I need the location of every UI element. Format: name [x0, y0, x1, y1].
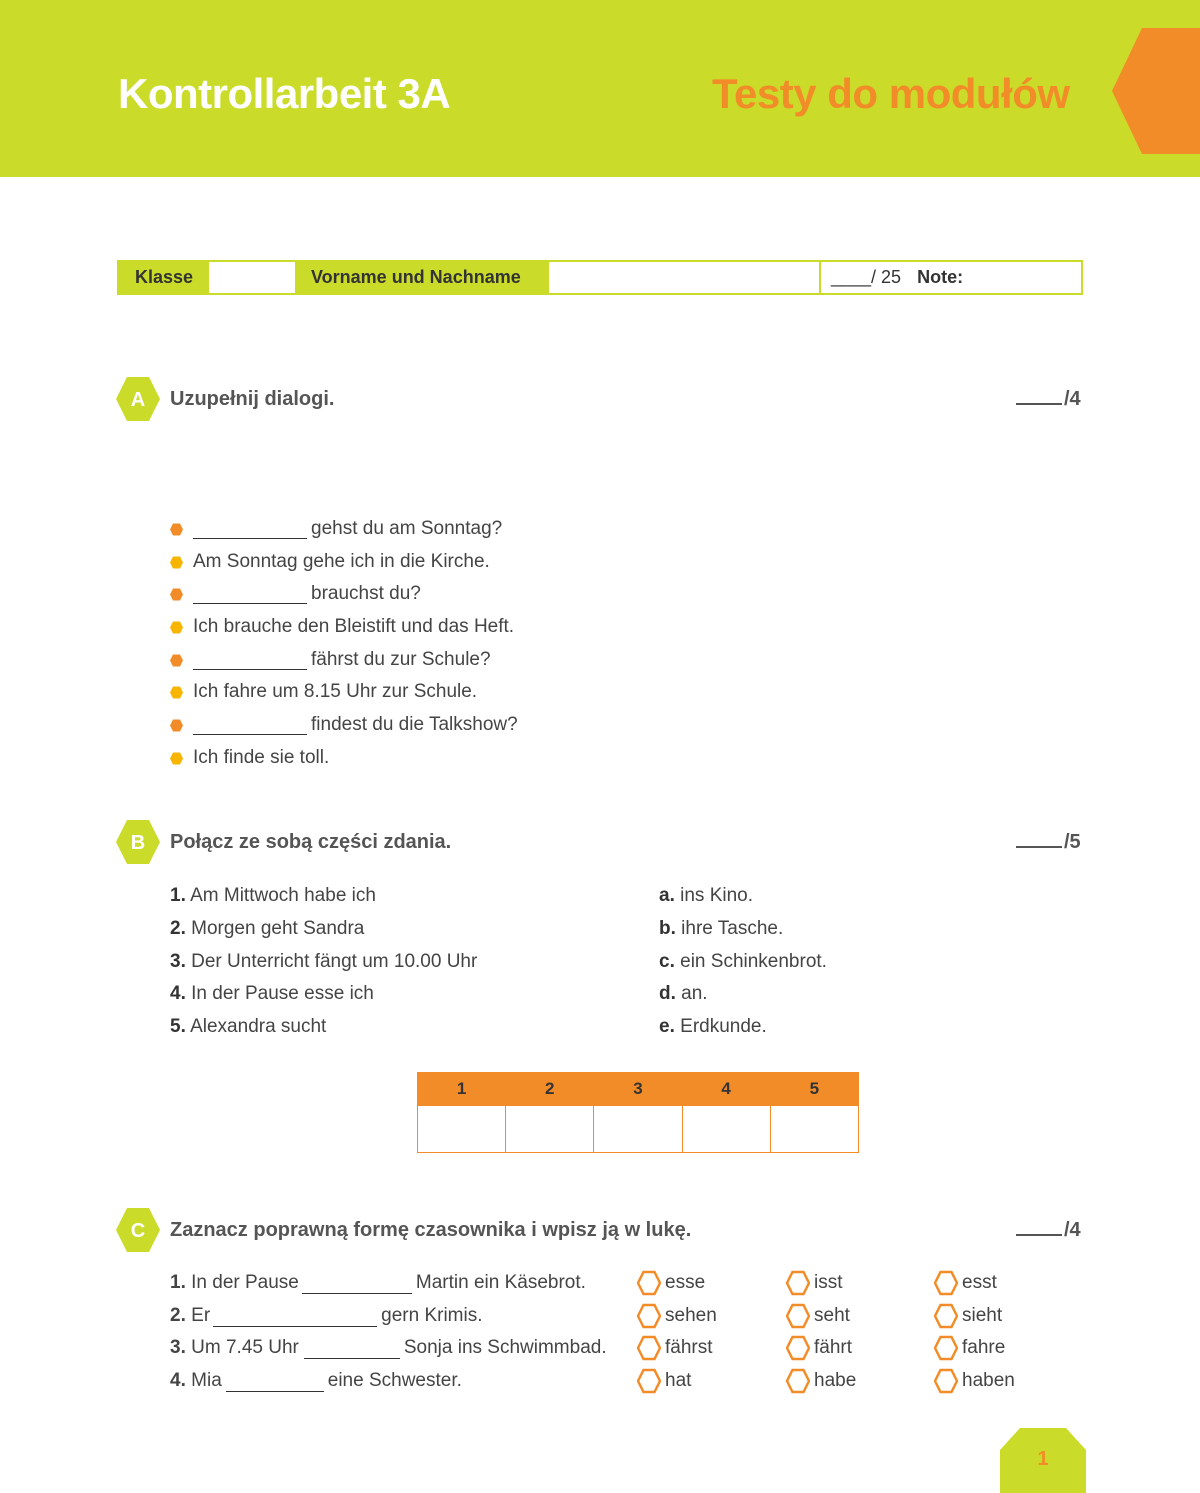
- match-left-item: 5. Alexandra sucht: [170, 1016, 327, 1037]
- option-checkbox[interactable]: fährst: [637, 1335, 713, 1361]
- match-right-item: e. Erdkunde.: [659, 1016, 767, 1037]
- option-checkbox[interactable]: sehen: [637, 1303, 717, 1329]
- answer-cell[interactable]: [418, 1106, 506, 1153]
- dialog-line: [170, 649, 491, 671]
- dialog-line: [170, 583, 421, 605]
- dialog-line: [170, 747, 329, 769]
- option-checkbox[interactable]: esse: [637, 1270, 705, 1296]
- orange-hexagon-bullet-icon: [170, 523, 183, 536]
- answer-blank[interactable]: [193, 520, 307, 539]
- hexagon-checkbox-icon: [934, 1303, 958, 1329]
- match-left-item: 2. Morgen geht Sandra: [170, 918, 365, 939]
- name-label: Vorname und Nachname: [295, 262, 547, 293]
- match-left-item: 1. Am Mittwoch habe ich: [170, 885, 376, 906]
- section-b-instruction: Połącz ze sobą części zdania.: [170, 831, 452, 853]
- section-c-hexagon-icon: [116, 1206, 160, 1254]
- answer-table: [417, 1072, 859, 1153]
- yellow-hexagon-bullet-icon: [170, 752, 183, 765]
- answer-blank[interactable]: [213, 1308, 377, 1327]
- page-title: Kontrollarbeit 3A: [118, 70, 451, 117]
- option-checkbox[interactable]: fahre: [934, 1335, 1005, 1361]
- option-checkbox[interactable]: habe: [786, 1368, 856, 1394]
- dialog-text: Am Sonntag gehe ich in die Kirche.: [193, 551, 490, 572]
- dialog-line: [170, 616, 514, 638]
- answer-cell[interactable]: [770, 1106, 858, 1153]
- answer-blank[interactable]: [304, 1340, 400, 1359]
- answer-blank[interactable]: [193, 585, 307, 604]
- page-number: 1: [1037, 1448, 1049, 1470]
- hexagon-checkbox-icon: [786, 1270, 810, 1296]
- option-checkbox[interactable]: haben: [934, 1368, 1015, 1394]
- section-b-score: /5: [1016, 831, 1081, 854]
- option-checkbox[interactable]: fährt: [786, 1335, 852, 1361]
- name-field[interactable]: [547, 262, 819, 293]
- answer-blank[interactable]: [193, 651, 307, 670]
- dialog-line: [170, 714, 518, 736]
- hexagon-checkbox-icon: [786, 1303, 810, 1329]
- hexagon-checkbox-icon: [637, 1335, 661, 1361]
- section-c-score: /4: [1016, 1219, 1081, 1242]
- dialog-text: gehst du am Sonntag?: [311, 518, 503, 539]
- answer-blank[interactable]: [302, 1275, 412, 1294]
- class-label: Klasse: [119, 262, 207, 293]
- gap-sentence: 4. Mia eine Schwester.: [170, 1370, 462, 1391]
- dialog-text: findest du die Talkshow?: [311, 714, 518, 735]
- dialog-line: [170, 681, 477, 703]
- yellow-hexagon-bullet-icon: [170, 556, 183, 569]
- dialog-text: Ich brauche den Bleistift und das Heft.: [193, 616, 515, 637]
- section-c-letter: C: [130, 1220, 146, 1242]
- gap-sentence: 1. In der Pause Martin ein Käsebrot.: [170, 1272, 586, 1293]
- hexagon-tab-decoration: [1112, 28, 1200, 154]
- gap-sentence: 2. Er gern Krimis.: [170, 1305, 483, 1326]
- option-checkbox[interactable]: sieht: [934, 1303, 1002, 1329]
- section-b-hexagon-icon: [116, 818, 160, 866]
- student-info-bar: [117, 260, 1083, 295]
- table-header: 3: [594, 1073, 682, 1106]
- answer-cell[interactable]: [594, 1106, 682, 1153]
- dialog-text: Ich fahre um 8.15 Uhr zur Schule.: [193, 681, 478, 702]
- option-checkbox[interactable]: hat: [637, 1368, 691, 1394]
- yellow-hexagon-bullet-icon: [170, 621, 183, 634]
- table-header: 5: [770, 1073, 858, 1106]
- hexagon-checkbox-icon: [786, 1335, 810, 1361]
- yellow-hexagon-bullet-icon: [170, 686, 183, 699]
- class-field[interactable]: [207, 262, 295, 293]
- match-right-item: c. ein Schinkenbrot.: [659, 951, 827, 972]
- section-a-hexagon-icon: [116, 375, 160, 423]
- section-c-instruction: Zaznacz poprawną formę czasownika i wpisz ją w lukę.: [170, 1219, 692, 1241]
- table-header: 1: [418, 1073, 506, 1106]
- orange-hexagon-bullet-icon: [170, 588, 183, 601]
- gap-sentence: 3. Um 7.45 Uhr Sonja ins Schwimmbad.: [170, 1337, 607, 1358]
- dialog-line: [170, 518, 502, 540]
- hexagon-checkbox-icon: [786, 1368, 810, 1394]
- hexagon-checkbox-icon: [637, 1270, 661, 1296]
- hexagon-checkbox-icon: [637, 1303, 661, 1329]
- hexagon-checkbox-icon: [934, 1368, 958, 1394]
- table-header: 4: [682, 1073, 770, 1106]
- grade-label: Note:: [917, 267, 964, 287]
- section-a-letter: A: [130, 389, 146, 411]
- option-checkbox[interactable]: isst: [786, 1270, 843, 1296]
- table-header: 2: [506, 1073, 594, 1106]
- hexagon-checkbox-icon: [637, 1368, 661, 1394]
- dialog-line: [170, 551, 490, 573]
- answer-cell[interactable]: [682, 1106, 770, 1153]
- page-subtitle: Testy do modułów: [712, 70, 1070, 117]
- score-box[interactable]: [819, 262, 1081, 293]
- option-checkbox[interactable]: esst: [934, 1270, 997, 1296]
- match-right-item: a. ins Kino.: [659, 885, 754, 906]
- match-left-item: 3. Der Unterricht fängt um 10.00 Uhr: [170, 951, 478, 972]
- section-a-score: /4: [1016, 388, 1081, 411]
- option-checkbox[interactable]: seht: [786, 1303, 850, 1329]
- section-b-letter: B: [130, 832, 146, 854]
- answer-cell[interactable]: [506, 1106, 594, 1153]
- orange-hexagon-bullet-icon: [170, 719, 183, 732]
- dialog-text: Ich finde sie toll.: [193, 747, 330, 768]
- match-right-item: b. ihre Tasche.: [659, 918, 784, 939]
- score-total: ____/ 25: [831, 267, 902, 287]
- hexagon-checkbox-icon: [934, 1270, 958, 1296]
- match-right-item: d. an.: [659, 983, 708, 1004]
- dialog-text: fährst du zur Schule?: [311, 649, 491, 670]
- dialog-text: brauchst du?: [311, 583, 421, 604]
- answer-blank[interactable]: [226, 1373, 324, 1392]
- answer-blank[interactable]: [193, 716, 307, 735]
- match-left-item: 4. In der Pause esse ich: [170, 983, 374, 1004]
- hexagon-checkbox-icon: [934, 1335, 958, 1361]
- section-a-instruction: Uzupełnij dialogi.: [170, 388, 335, 410]
- orange-hexagon-bullet-icon: [170, 654, 183, 667]
